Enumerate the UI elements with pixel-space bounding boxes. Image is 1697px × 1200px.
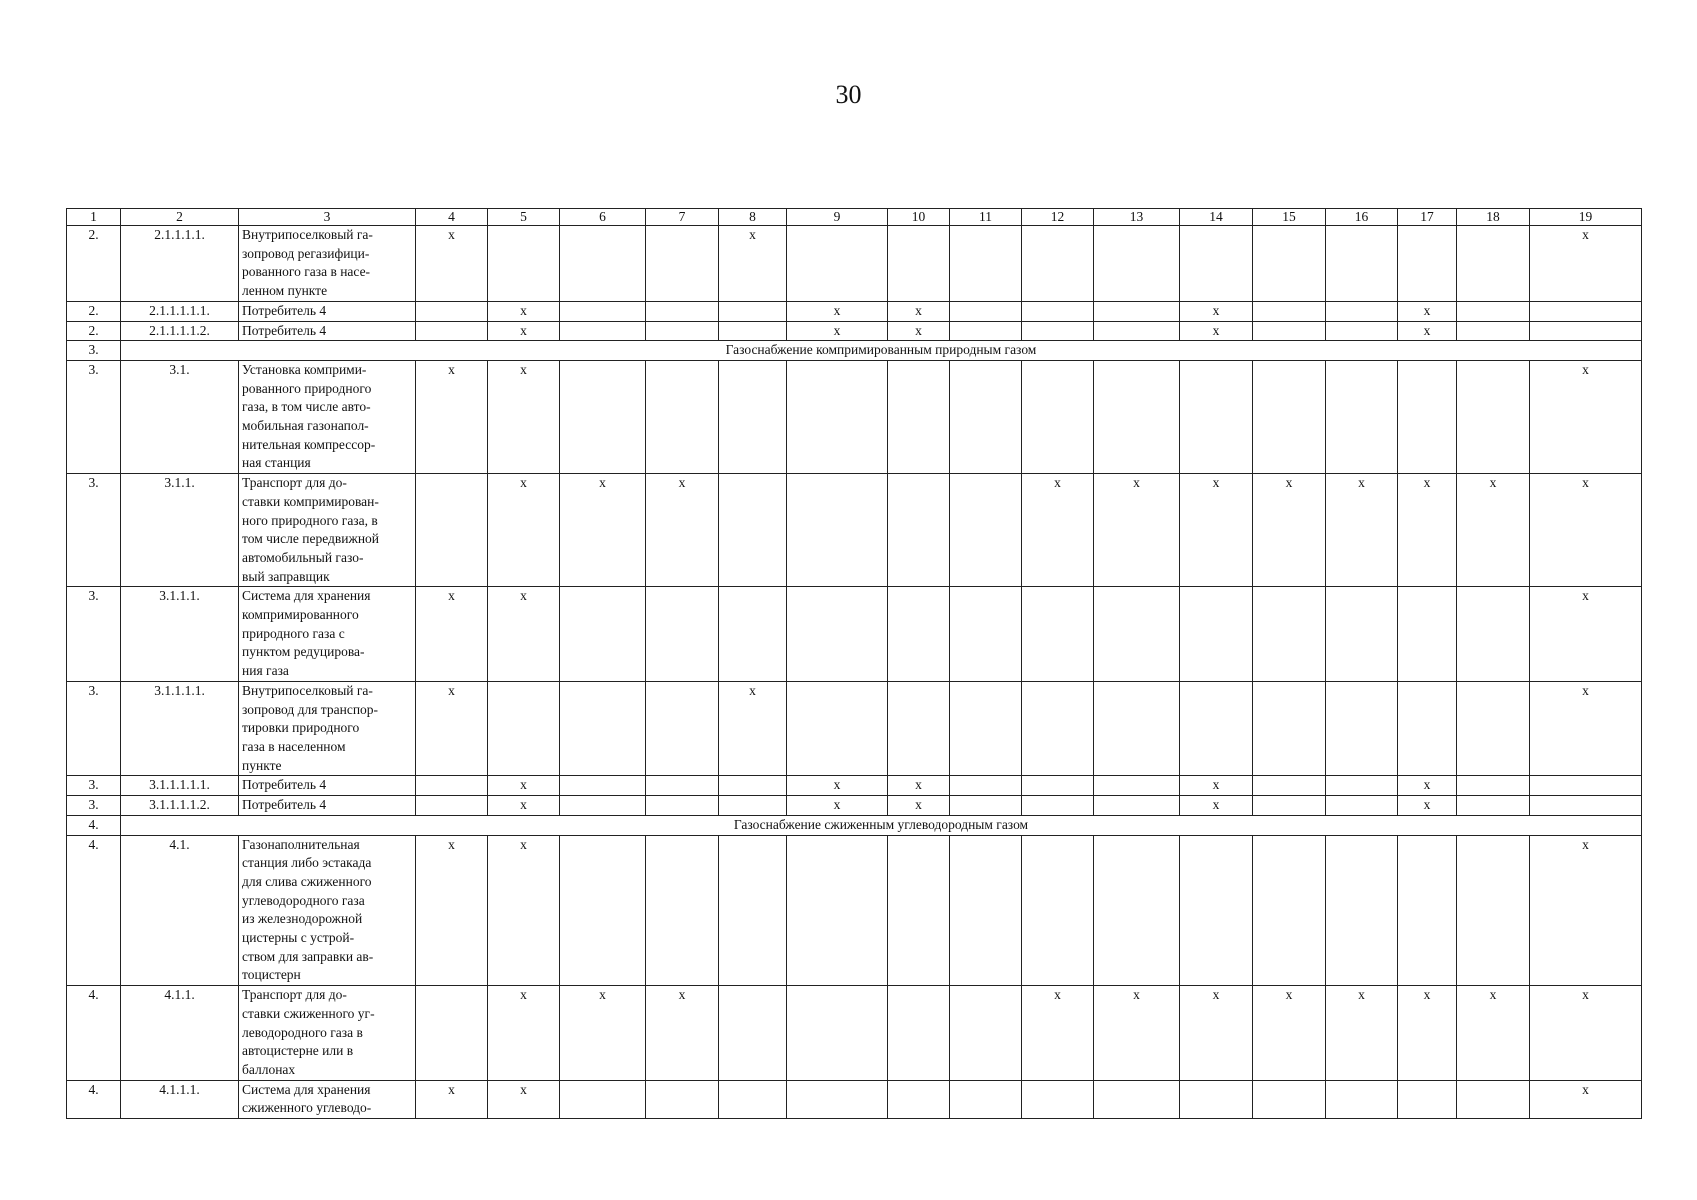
row-number: 3. [67, 776, 121, 796]
mark-cell [719, 776, 787, 796]
header-row [67, 209, 1642, 226]
mark-cell: x [416, 1080, 488, 1118]
mark-cell [787, 474, 888, 587]
mark-cell [1022, 1080, 1094, 1118]
row-number: 3. [67, 360, 121, 473]
mark-cell: x [1398, 776, 1457, 796]
mark-cell [1094, 301, 1180, 321]
section-title: Газоснабжение сжиженным углеводородным газом [121, 815, 1642, 835]
table-row [67, 301, 1642, 321]
mark-cell [1253, 796, 1326, 816]
mark-cell: x [488, 986, 560, 1081]
mark-cell [1457, 1080, 1530, 1118]
mark-cell [888, 360, 950, 473]
mark-cell [719, 301, 787, 321]
mark-cell [888, 474, 950, 587]
mark-cell [1022, 301, 1094, 321]
page-number: 30 [835, 80, 862, 109]
mark-cell [1022, 796, 1094, 816]
mark-cell: x [1457, 986, 1530, 1081]
mark-cell [888, 1080, 950, 1118]
mark-cell: x [787, 776, 888, 796]
item-code: 2.1.1.1.1. [121, 226, 239, 302]
mark-cell [719, 587, 787, 682]
mark-cell [1022, 587, 1094, 682]
item-code: 3.1.1.1. [121, 587, 239, 682]
mark-cell: x [488, 301, 560, 321]
mark-cell [1457, 301, 1530, 321]
mark-cell: x [888, 776, 950, 796]
mark-cell [1398, 360, 1457, 473]
mark-cell [1094, 796, 1180, 816]
mark-cell [416, 776, 488, 796]
mark-cell [560, 776, 646, 796]
mark-cell [1326, 301, 1398, 321]
mark-cell [1398, 1080, 1457, 1118]
row-number: 2. [67, 321, 121, 341]
mark-cell [1253, 835, 1326, 986]
column-number-header: 9 [787, 209, 888, 226]
mark-cell: x [1326, 986, 1398, 1081]
row-number: 4. [67, 986, 121, 1081]
mark-cell [416, 796, 488, 816]
mark-cell: x [488, 587, 560, 682]
mark-cell: x [787, 321, 888, 341]
column-number-header: 11 [950, 209, 1022, 226]
item-code: 3.1. [121, 360, 239, 473]
mark-cell [719, 474, 787, 587]
column-number-header: 18 [1457, 209, 1530, 226]
mark-cell: x [888, 796, 950, 816]
mark-cell [646, 776, 719, 796]
mark-cell [1326, 835, 1398, 986]
item-name: Потребитель 4 [239, 321, 416, 341]
mark-cell [1253, 587, 1326, 682]
mark-cell [1180, 1080, 1253, 1118]
mark-cell [1326, 681, 1398, 776]
mark-cell [950, 776, 1022, 796]
mark-cell [1253, 776, 1326, 796]
column-number-header: 17 [1398, 209, 1457, 226]
mark-cell [1180, 835, 1253, 986]
item-name: Транспорт для до- ставки компримирован- ного природного газа, в том числе передвижной автомобильный газо- вый заправщик [239, 474, 416, 587]
item-code: 3.1.1.1.1. [121, 681, 239, 776]
column-number-header: 3 [239, 209, 416, 226]
table-row [67, 474, 1642, 587]
mark-cell [1180, 360, 1253, 473]
mark-cell [646, 321, 719, 341]
mark-cell: x [1457, 474, 1530, 587]
table-row [67, 587, 1642, 682]
mark-cell: x [1530, 986, 1642, 1081]
row-number: 3. [67, 474, 121, 587]
mark-cell [1457, 796, 1530, 816]
mark-cell [1326, 776, 1398, 796]
mark-cell [950, 321, 1022, 341]
mark-cell: x [1180, 776, 1253, 796]
mark-cell: x [488, 796, 560, 816]
mark-cell [1022, 226, 1094, 302]
mark-cell [787, 986, 888, 1081]
mark-cell [1398, 226, 1457, 302]
section-row [67, 341, 1642, 361]
mark-cell: x [1530, 474, 1642, 587]
mark-cell [560, 681, 646, 776]
mark-cell [646, 835, 719, 986]
mark-cell [1022, 321, 1094, 341]
mark-cell [950, 1080, 1022, 1118]
column-number-header: 10 [888, 209, 950, 226]
item-name: Система для хранения компримированного природного газа с пунктом редуцирова- ния газа [239, 587, 416, 682]
mark-cell [488, 226, 560, 302]
item-code: 3.1.1. [121, 474, 239, 587]
mark-cell [646, 587, 719, 682]
mark-cell: x [416, 587, 488, 682]
item-name: Газонаполнительная станция либо эстакада для слива сжиженного углеводородного газа из железнодорожной цистерны с устрой- ством для заправки ав- тоцистерн [239, 835, 416, 986]
row-number: 4. [67, 1080, 121, 1118]
table-row [67, 681, 1642, 776]
mark-cell [560, 1080, 646, 1118]
item-name: Система для хранения сжиженного углеводо- [239, 1080, 416, 1118]
table-row [67, 226, 1642, 302]
mark-cell: x [488, 776, 560, 796]
mark-cell [1326, 587, 1398, 682]
mark-cell: x [1253, 474, 1326, 587]
mark-cell [787, 226, 888, 302]
mark-cell: x [416, 835, 488, 986]
mark-cell [1022, 835, 1094, 986]
mark-cell [888, 681, 950, 776]
mark-cell: x [787, 301, 888, 321]
mark-cell [646, 360, 719, 473]
mark-cell [1094, 321, 1180, 341]
mark-cell: x [488, 835, 560, 986]
column-number-header: 14 [1180, 209, 1253, 226]
mark-cell [560, 835, 646, 986]
item-name: Транспорт для до- ставки сжиженного уг- леводородного газа в автоцистерне или в баллонах [239, 986, 416, 1081]
mark-cell [950, 360, 1022, 473]
mark-cell [950, 301, 1022, 321]
table-row [67, 321, 1642, 341]
column-number-header: 15 [1253, 209, 1326, 226]
column-number-header: 4 [416, 209, 488, 226]
mark-cell: x [1253, 986, 1326, 1081]
mark-cell: x [1180, 796, 1253, 816]
mark-cell: x [1180, 986, 1253, 1081]
mark-cell [1398, 835, 1457, 986]
mark-cell [950, 835, 1022, 986]
mark-cell: x [1398, 986, 1457, 1081]
row-number: 3. [67, 681, 121, 776]
column-number-header: 16 [1326, 209, 1398, 226]
mark-cell [1094, 776, 1180, 796]
mark-cell: x [888, 321, 950, 341]
table-row [67, 986, 1642, 1081]
mark-cell [787, 1080, 888, 1118]
table-row [67, 1080, 1642, 1118]
item-code: 2.1.1.1.1.2. [121, 321, 239, 341]
mark-cell [1398, 587, 1457, 682]
mark-cell [719, 835, 787, 986]
mark-cell [1530, 796, 1642, 816]
mark-cell: x [1398, 301, 1457, 321]
mark-cell [560, 321, 646, 341]
mark-cell: x [1530, 360, 1642, 473]
mark-cell [646, 796, 719, 816]
mark-cell: x [488, 360, 560, 473]
item-code: 2.1.1.1.1.1. [121, 301, 239, 321]
mark-cell: x [646, 474, 719, 587]
item-code: 4.1. [121, 835, 239, 986]
mark-cell [1253, 226, 1326, 302]
mark-cell [1253, 681, 1326, 776]
mark-cell: x [888, 301, 950, 321]
mark-cell [646, 226, 719, 302]
mark-cell [950, 226, 1022, 302]
mark-cell: x [1094, 986, 1180, 1081]
mark-cell [719, 796, 787, 816]
mark-cell: x [1180, 474, 1253, 587]
mark-cell: x [1398, 474, 1457, 587]
row-number: 4. [67, 815, 121, 835]
mark-cell [950, 587, 1022, 682]
mark-cell: x [560, 474, 646, 587]
mark-cell [646, 301, 719, 321]
mark-cell [560, 796, 646, 816]
mark-cell [1457, 587, 1530, 682]
mark-cell: x [1530, 226, 1642, 302]
mark-cell: x [719, 681, 787, 776]
mark-cell [560, 226, 646, 302]
table-row [67, 776, 1642, 796]
mark-cell [1457, 321, 1530, 341]
mark-cell [488, 681, 560, 776]
mark-cell [646, 1080, 719, 1118]
mark-cell [1530, 301, 1642, 321]
mark-cell [787, 835, 888, 986]
mark-cell [1094, 226, 1180, 302]
mark-cell [1094, 360, 1180, 473]
mark-cell [1180, 681, 1253, 776]
mark-cell [1530, 321, 1642, 341]
mark-cell [1326, 321, 1398, 341]
mark-cell [1457, 776, 1530, 796]
mark-cell: x [1398, 321, 1457, 341]
item-name: Установка комприми- рованного природного газа, в том числе авто- мобильная газонапол- нительная компрессор- ная станция [239, 360, 416, 473]
section-row [67, 815, 1642, 835]
mark-cell [888, 587, 950, 682]
mark-cell: x [488, 474, 560, 587]
mark-cell: x [1530, 835, 1642, 986]
column-number-header: 2 [121, 209, 239, 226]
column-number-header: 6 [560, 209, 646, 226]
mark-cell [1398, 681, 1457, 776]
item-code: 4.1.1. [121, 986, 239, 1081]
table-row [67, 796, 1642, 816]
mark-cell [1022, 360, 1094, 473]
mark-cell [1022, 776, 1094, 796]
mark-cell [560, 360, 646, 473]
mark-cell [719, 321, 787, 341]
row-number: 3. [67, 796, 121, 816]
item-name: Потребитель 4 [239, 776, 416, 796]
mark-cell [787, 360, 888, 473]
mark-cell: x [1180, 321, 1253, 341]
mark-cell [1253, 321, 1326, 341]
item-code: 4.1.1.1. [121, 1080, 239, 1118]
mark-cell [1094, 835, 1180, 986]
column-number-header: 8 [719, 209, 787, 226]
mark-cell: x [488, 321, 560, 341]
mark-cell [1253, 1080, 1326, 1118]
mark-cell: x [488, 1080, 560, 1118]
row-number: 3. [67, 587, 121, 682]
mark-cell [719, 360, 787, 473]
mark-cell: x [646, 986, 719, 1081]
mark-cell [1457, 835, 1530, 986]
row-number: 4. [67, 835, 121, 986]
column-number-header: 19 [1530, 209, 1642, 226]
item-code: 3.1.1.1.1.1. [121, 776, 239, 796]
mark-cell: x [1022, 986, 1094, 1081]
item-code: 3.1.1.1.1.2. [121, 796, 239, 816]
mark-cell: x [787, 796, 888, 816]
mark-cell [719, 1080, 787, 1118]
mark-cell: x [416, 681, 488, 776]
mark-cell [1457, 681, 1530, 776]
table-row [67, 360, 1642, 473]
mark-cell [1457, 226, 1530, 302]
mark-cell [1094, 681, 1180, 776]
mark-cell [1457, 360, 1530, 473]
mark-cell: x [416, 226, 488, 302]
table-row [67, 835, 1642, 986]
mark-cell [1326, 1080, 1398, 1118]
mark-cell [950, 986, 1022, 1081]
data-table [66, 208, 1642, 1119]
mark-cell [560, 301, 646, 321]
item-name: Внутрипоселковый га- зопровод регазифици- рованного газа в насе- ленном пункте [239, 226, 416, 302]
column-number-header: 1 [67, 209, 121, 226]
mark-cell [888, 226, 950, 302]
mark-cell [416, 301, 488, 321]
mark-cell [416, 474, 488, 587]
mark-cell [950, 796, 1022, 816]
mark-cell [950, 681, 1022, 776]
mark-cell [560, 587, 646, 682]
mark-cell [1094, 1080, 1180, 1118]
mark-cell [1530, 776, 1642, 796]
mark-cell [888, 986, 950, 1081]
item-name: Внутрипоселковый га- зопровод для транспор- тировки природного газа в населенном пункте [239, 681, 416, 776]
mark-cell: x [1022, 474, 1094, 587]
row-number: 3. [67, 341, 121, 361]
mark-cell: x [1530, 587, 1642, 682]
mark-cell [1326, 796, 1398, 816]
mark-cell [416, 986, 488, 1081]
mark-cell [1180, 226, 1253, 302]
mark-cell [719, 986, 787, 1081]
mark-cell: x [1094, 474, 1180, 587]
mark-cell [416, 321, 488, 341]
mark-cell: x [1180, 301, 1253, 321]
mark-cell: x [1398, 796, 1457, 816]
mark-cell: x [560, 986, 646, 1081]
mark-cell [1253, 301, 1326, 321]
mark-cell: x [1530, 681, 1642, 776]
section-title: Газоснабжение компримированным природным газом [121, 341, 1642, 361]
mark-cell: x [1326, 474, 1398, 587]
item-name: Потребитель 4 [239, 301, 416, 321]
mark-cell [888, 835, 950, 986]
column-number-header: 12 [1022, 209, 1094, 226]
mark-cell: x [1530, 1080, 1642, 1118]
mark-cell [1253, 360, 1326, 473]
mark-cell [787, 587, 888, 682]
mark-cell [1094, 587, 1180, 682]
mark-cell [950, 474, 1022, 587]
row-number: 2. [67, 226, 121, 302]
mark-cell [1326, 360, 1398, 473]
mark-cell [1022, 681, 1094, 776]
mark-cell [646, 681, 719, 776]
mark-cell: x [416, 360, 488, 473]
item-name: Потребитель 4 [239, 796, 416, 816]
mark-cell [1180, 587, 1253, 682]
mark-cell: x [719, 226, 787, 302]
column-number-header: 5 [488, 209, 560, 226]
column-number-header: 13 [1094, 209, 1180, 226]
mark-cell [1326, 226, 1398, 302]
column-number-header: 7 [646, 209, 719, 226]
mark-cell [787, 681, 888, 776]
row-number: 2. [67, 301, 121, 321]
